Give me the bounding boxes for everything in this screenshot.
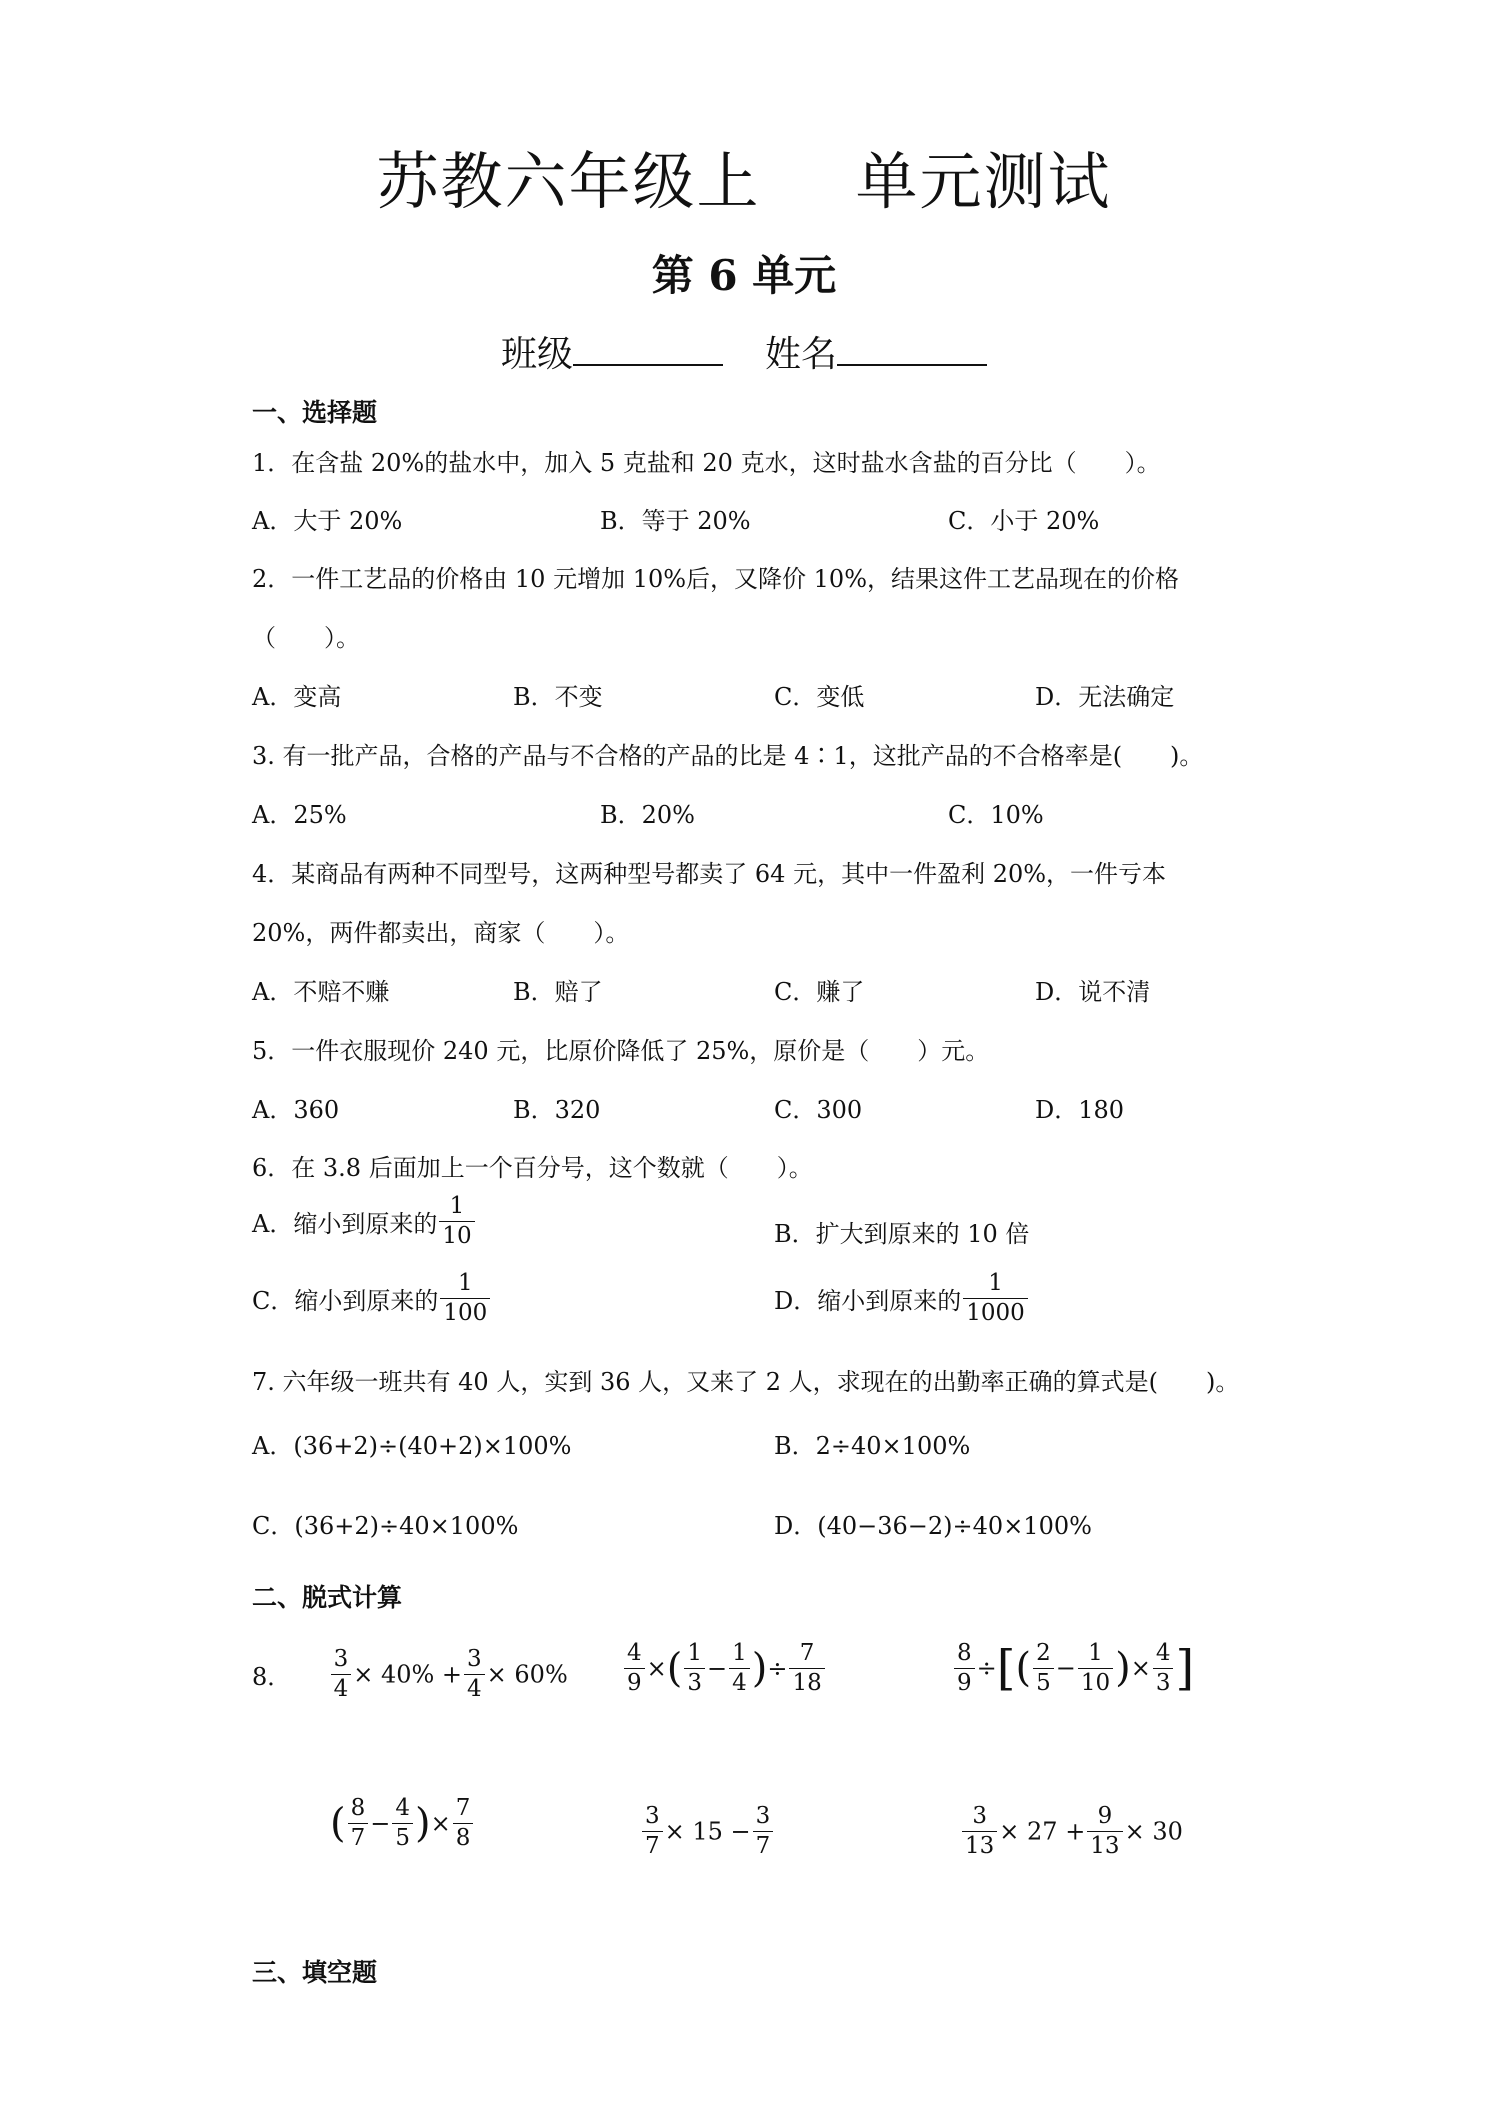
q6c-denominator: 100 [443, 1300, 488, 1326]
q2-option-d: D．无法确定 [1035, 683, 1175, 711]
question-2-line1: 2．一件工艺品的价格由 10 元增加 10%后，又降价 10%，结果这件工艺品现在的价格 [252, 565, 1180, 593]
class-blank[interactable] [573, 334, 723, 366]
calc-expression-3: $\frac{8}{9}$ ÷[( $\frac{2}{5}$ − $\frac{1}{10}$ )× $\frac{4}{3}$ ] [952, 1640, 1194, 1696]
q7b-label: B． [774, 1432, 816, 1460]
fraction-numerator: 4 [392, 1797, 413, 1824]
operator-text: − [707, 1654, 728, 1683]
fraction-denominator: 4 [467, 1676, 482, 1702]
q7-option-c [252, 1506, 518, 1541]
q7b-expression: 2÷40×100% [815, 1432, 971, 1460]
q5-option-a: A．360 [252, 1096, 340, 1124]
q6-option-a [252, 1195, 477, 1248]
q7-option-d [774, 1506, 1092, 1541]
fraction-denominator: 8 [455, 1825, 471, 1851]
fraction-denominator: 13 [965, 1833, 995, 1859]
q6-option-d [774, 1272, 1030, 1325]
fraction-numerator: 8 [348, 1797, 369, 1824]
question-6: 6．在 3.8 后面加上一个百分号，这个数就（ ）。 [252, 1154, 813, 1182]
q7-option-a [252, 1426, 571, 1461]
q3-option-b: B．20% [600, 801, 695, 829]
section-heading-calculation: 二、脱式计算 [252, 1583, 403, 1612]
q4-option-b: B．赔了 [513, 978, 603, 1006]
fraction-denominator: 10 [1080, 1669, 1111, 1696]
operator-text: − [370, 1809, 391, 1838]
question-1: 1．在含盐 20%的盐水中，加入 5 克盐和 20 克水，这时盐水含盐的百分比（ ）。 [252, 449, 1161, 477]
class-name-line [0, 326, 1488, 377]
operator-text: × 27 + [999, 1817, 1086, 1846]
operator-text: × 30 [1124, 1817, 1183, 1846]
q6d-numerator: 1 [963, 1272, 1028, 1299]
q6a-denominator: 10 [442, 1223, 472, 1249]
fraction-numerator: 9 [1087, 1805, 1122, 1832]
fraction-denominator: 9 [957, 1669, 972, 1696]
q3-option-c: C．10% [948, 801, 1044, 829]
name-label: 姓名 [765, 334, 838, 375]
page-title [0, 132, 1488, 221]
q1-option-b: B．等于 20% [600, 507, 751, 535]
fraction-numerator: 2 [1033, 1642, 1054, 1669]
fraction-denominator: 7 [350, 1825, 366, 1851]
q5-option-c: C．300 [774, 1096, 863, 1124]
q5-option-b: B．320 [513, 1096, 601, 1124]
fraction-denominator: 5 [395, 1825, 410, 1851]
operator-text: × 40% + [353, 1660, 463, 1689]
section-heading-choice: 一、选择题 [252, 398, 378, 427]
calc-expression-5 [640, 1805, 775, 1858]
question-3: 3. 有一批产品，合格的产品与不合格的产品的比是 4∶1，这批产品的不合格率是( )。 [252, 742, 1204, 770]
fraction-denominator: 7 [755, 1833, 771, 1859]
fraction-numerator: 1 [729, 1642, 750, 1669]
calc-expression-2: $\frac{4}{9}$ ×( $\frac{1}{3}$ − $\frac{1}{4}$ )÷ $\frac{7}{18}$ [622, 1642, 827, 1695]
operator-text: × [646, 1654, 667, 1683]
name-blank[interactable] [837, 334, 987, 366]
q6-option-c [252, 1272, 492, 1325]
section-heading-fill-blank: 三、填空题 [252, 1958, 378, 1987]
question-4-line1: 4．某商品有两种不同型号，这两种型号都卖了 64 元，其中一件盈利 20%，一件亏本 [252, 860, 1167, 888]
q3-option-a: A．25% [252, 801, 347, 829]
fraction-numerator: 7 [789, 1642, 824, 1669]
question-5: 5．一件衣服现价 240 元，比原价降低了 25%，原价是（ ）元。 [252, 1037, 990, 1065]
fraction-numerator: 4 [624, 1642, 645, 1669]
q1-option-c: C．小于 20% [948, 507, 1100, 535]
q7a-expression: (36+2)÷(40+2)×100% [293, 1432, 572, 1460]
fraction-numerator: 3 [464, 1648, 485, 1675]
q7-option-b [774, 1426, 970, 1461]
question-8-label: 8． [252, 1663, 292, 1691]
operator-text: ÷ [767, 1654, 788, 1683]
operator-text: × [430, 1809, 451, 1838]
fraction-numerator: 3 [642, 1805, 663, 1832]
fraction-denominator: 7 [645, 1833, 660, 1859]
fraction-numerator: 4 [1153, 1642, 1174, 1669]
q7a-label: A． [252, 1432, 294, 1460]
fraction-numerator: 7 [453, 1797, 474, 1824]
calc-expression-4: ( $\frac{8}{7}$ − $\frac{4}{5}$ )× $\frac{7}{8}$ [330, 1797, 475, 1850]
operator-text: × 60% [486, 1660, 568, 1689]
q7c-label: C． [252, 1512, 295, 1540]
fraction-numerator: 3 [753, 1805, 774, 1832]
q6a-numerator: 1 [439, 1195, 474, 1222]
q7d-expression: (40−36−2)÷40×100% [817, 1512, 1092, 1540]
fraction-denominator: 13 [1090, 1833, 1120, 1859]
q7d-label: D． [774, 1512, 818, 1540]
q4-option-d: D．说不清 [1035, 978, 1151, 1006]
fraction-denominator: 3 [1155, 1669, 1171, 1696]
fraction-numerator: 1 [1078, 1642, 1113, 1669]
q6-option-a-text: A．缩小到原来的 [252, 1210, 438, 1238]
title-left: 苏教六年级上 [376, 145, 761, 218]
q6-option-d-text: D．缩小到原来的 [774, 1287, 962, 1315]
q1-option-a: A．大于 20% [252, 507, 403, 535]
question-7: 7. 六年级一班共有 40 人，实到 36 人，又来了 2 人，求现在的出勤率正确的算式是( )。 [252, 1368, 1240, 1396]
question-4-line2: 20%，两件都卖出，商家（ ）。 [252, 919, 630, 947]
fraction-denominator: 18 [792, 1670, 822, 1696]
unit-subtitle: 第 6 单元 [651, 251, 837, 300]
q6-option-b: B．扩大到原来的 10 倍 [774, 1220, 1030, 1248]
q4-option-a: A．不赔不赚 [252, 978, 390, 1006]
fraction-denominator: 4 [333, 1676, 349, 1702]
fraction-numerator: 8 [954, 1642, 975, 1669]
calc-expression-6 [960, 1805, 1183, 1858]
fraction-denominator: 3 [687, 1670, 702, 1696]
class-label: 班级 [500, 334, 573, 375]
question-2-line2: （ ）。 [252, 624, 360, 652]
fraction-denominator: 4 [732, 1670, 747, 1696]
operator-text: × 15 − [664, 1817, 751, 1846]
operator-text: ÷ [976, 1654, 997, 1682]
q5-option-d: D．180 [1035, 1096, 1125, 1124]
fraction-numerator: 1 [684, 1642, 705, 1669]
fraction-numerator: 3 [962, 1805, 997, 1832]
q4-option-c: C．赚了 [774, 978, 865, 1006]
title-right: 单元测试 [855, 145, 1112, 218]
operator-text: − [1055, 1654, 1076, 1682]
q2-option-b: B．不变 [513, 683, 603, 711]
calc-expression-1 [252, 1648, 568, 1701]
operator-text: × [1130, 1654, 1151, 1682]
q6c-numerator: 1 [440, 1272, 490, 1299]
fraction-denominator: 5 [1036, 1669, 1051, 1696]
q7c-expression: (36+2)÷40×100% [294, 1512, 519, 1540]
q6-option-c-text: C．缩小到原来的 [252, 1287, 439, 1315]
q2-option-c: C．变低 [774, 683, 865, 711]
q2-option-a: A．变高 [252, 683, 342, 711]
fraction-denominator: 9 [627, 1670, 642, 1696]
q6d-denominator: 1000 [966, 1300, 1025, 1326]
fraction-numerator: 3 [331, 1648, 352, 1675]
